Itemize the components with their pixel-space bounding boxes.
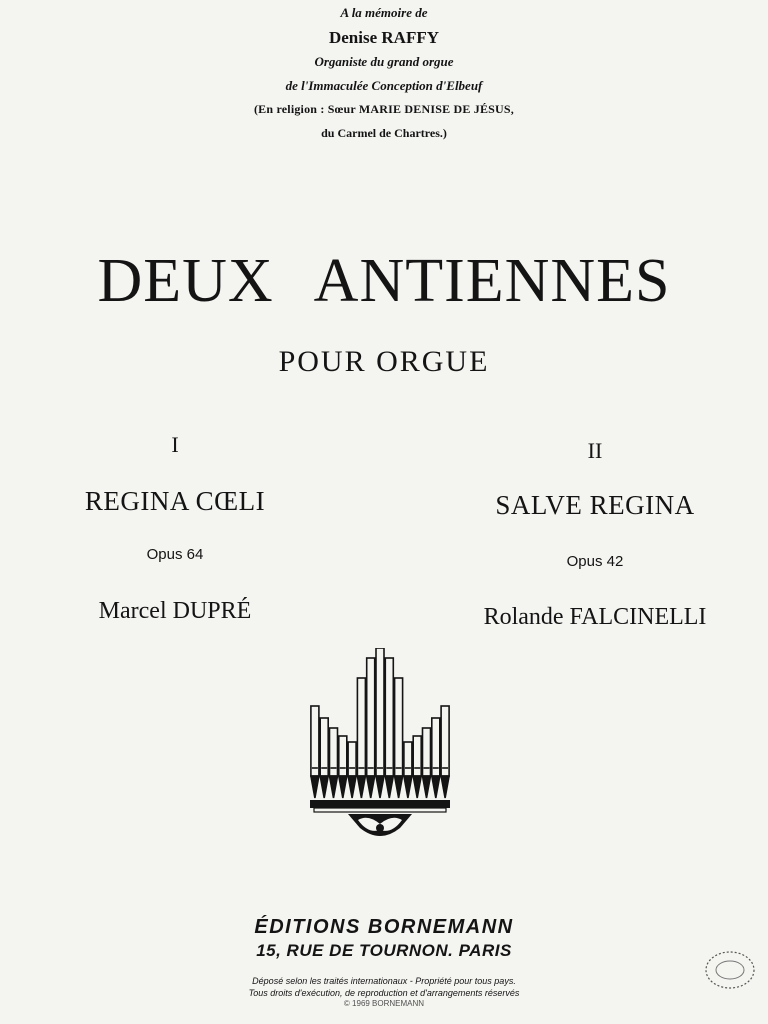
library-stamp-icon (694, 938, 764, 998)
copyright-line: © 1969 BORNEMANN (343, 999, 425, 1008)
dedication-line-1: A la mémoire de (340, 5, 428, 20)
work-1-title: REGINA CŒLI (84, 486, 266, 516)
legal-line-2: Tous droits d'exécution, de reproduction et d'arrangements réservés (248, 988, 520, 998)
dedication-line-5: (En religion : Sœur MARIE DENISE DE JÉSUS, (253, 102, 514, 116)
work-1-composer: Marcel DUPRÉ (98, 598, 252, 624)
publisher-address: 15, RUE DE TOURNON. PARIS (256, 941, 512, 960)
work-2-numeral: II (587, 438, 603, 463)
subtitle: POUR ORGUE (278, 345, 490, 378)
dedication-line-6: du Carmel de Chartres.) (321, 126, 447, 140)
publisher-name: ÉDITIONS BORNEMANN (254, 916, 514, 938)
organ-pipes-icon (300, 648, 460, 848)
dedication-line-3: Organiste du grand orgue (314, 54, 454, 69)
dedication-name: Denise RAFFY (328, 28, 439, 47)
main-title-part-2: ANTIENNES (313, 247, 671, 315)
main-title-part-1: DEUX (97, 247, 274, 315)
dedication-line-4: de l'Immaculée Conception d'Elbeuf (285, 78, 483, 93)
main-title (0, 246, 768, 317)
work-1-numeral: I (171, 432, 179, 457)
legal-line-1: Déposé selon les traités internationaux - Propriété pour tous pays. (252, 976, 516, 986)
work-2-opus: Opus 42 (566, 553, 624, 570)
work-2-composer: Rolande FALCINELLI (483, 604, 707, 630)
work-2-title: SALVE REGINA (495, 490, 695, 520)
work-1-opus: Opus 64 (146, 546, 204, 563)
